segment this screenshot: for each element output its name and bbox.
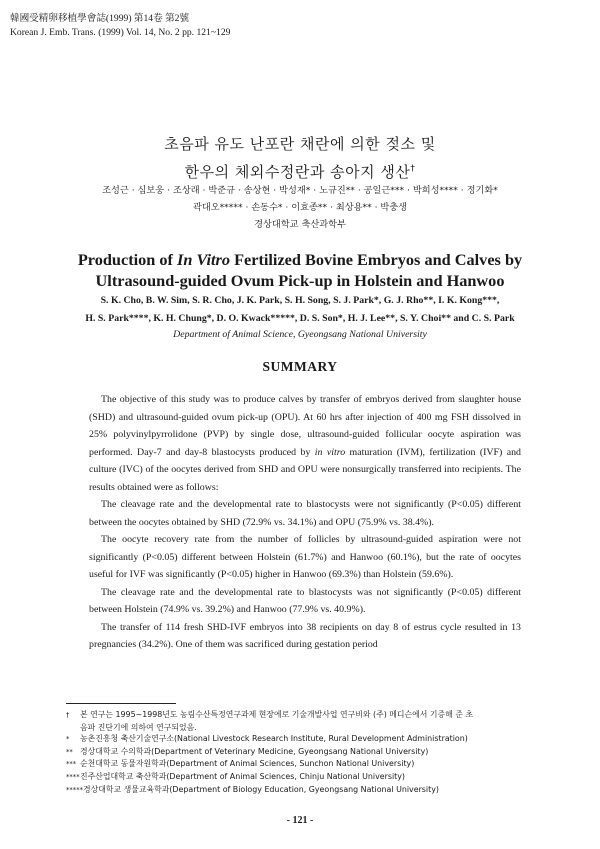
korean-authors-line2: 곽대오***** · 손동수* · 이효종** · 최상용** · 박충생 (192, 202, 408, 213)
summary-paragraph-5: The transfer of 114 fresh SHD-IVF embryos into 38 recipients on day 8 of estrus cycle resulted in 13 pregnancies (34.2%). One of them was sacrificed during gestation period (89, 621, 521, 650)
footnote: ****진주산업대학교 축산학과(Department of Animal Sciences, Chinju National University) (66, 771, 406, 781)
summary-paragraph-2: The cleavage rate and the developmental rate to blastocysts were not significantly (P<0.05) different between the oocytes obtained by SHD (72.9% vs. 34.1%) and OPU (75.9% vs. 38.4%). (89, 499, 521, 528)
department-affiliation: Department of Animal Science, Gyeongsang National University (173, 329, 427, 340)
english-title-line1: Production of In Vitro Fertilized Bovine Embryos and Calves by (77, 250, 523, 269)
summary-body (89, 391, 521, 654)
footnotes (66, 709, 536, 796)
korean-title (0, 132, 600, 185)
journal-header (10, 12, 230, 39)
footnote: *** 순천대학교 동물자원학과(Department of Animal Sciences, Sunchon National University) (66, 759, 415, 769)
english-authors-line1: S. K. Cho, B. W. Sim, S. R. Cho, J. K. Park, S. H. Song, S. J. Park*, G. J. Rho**, I. K. Kong***, (100, 295, 500, 306)
english-authors (0, 292, 600, 328)
summary-paragraph-1: The objective of this study was to produce calves by transfer of embryos derived from slaughter house (SHD) and ultrasound-guided ovum pick-up (OPU). At 60 hrs after injection of 400 mg FSH dissolved in 25% polyvinylpyrrolidone (PVP) by single dose, ultrasound-guided follicular oocyte aspiration was performed. Day-7 and day-8 blastocysts produced by in vitro maturation (IVM), fertilization (IVF) and culture (IVC) of the oocytes derived from SHD and OPU were nonsurgically transferred into recipients. The results obtained were as follows: (89, 394, 521, 493)
page-number: - 121 - (286, 815, 314, 826)
english-title (0, 249, 600, 291)
korean-title-line1: 초음파 유도 난포란 채란에 의한 젖소 및 (164, 135, 436, 153)
footnote: † 본 연구는 1995~1998년도 농림수산특정연구과제 현장에로 기술개발사업 연구비와 (주) 메디슨에서 기증해 준 초 (66, 710, 474, 719)
title-footnote-mark: † (410, 164, 416, 174)
summary-paragraph-3: The oocyte recovery rate from the number of follicles by ultrasound-guided aspiration were not significantly (P<0.05) different between Holstein (61.7%) and Hanwoo (60.1%), but the rate of oocytes useful for IVF was significantly (P<0.05) higher in Hanwoo (69.3%) than Holstein (59.6%). (89, 534, 521, 580)
summary-heading: SUMMARY (262, 359, 338, 374)
footnote: *****경상대학교 생물교육학과(Department of Biology Education, Gyeongsang National University) (66, 784, 439, 794)
footnote: * 농촌진흥청 축산기술연구소(National Livestock Research Institute, Rural Development Administration) (66, 734, 468, 744)
korean-title-line2: 한우의 체외수정란과 송아지 생산† (184, 163, 416, 181)
journal-citation-english: Korean J. Emb. Trans. (1999) Vol. 14, No. 2 pp. 121~129 (10, 26, 231, 38)
english-authors-line2: H. S. Park****, K. H. Chung*, D. O. Kwack*****, D. S. Son*, H. J. Lee**, S. Y. Choi** and C. S. Park (85, 313, 515, 324)
journal-citation-korean: 韓國受精卵移植學會誌(1999) 第14卷 第2號 (10, 13, 190, 24)
summary-paragraph-4: The cleavage rate and the developmental rate to blastocysts was not significantly (P<0.05) different between Holstein (74.9% vs. 39.2%) and Hanwoo (77.9% vs. 40.9%). (89, 586, 521, 615)
footnote: 음파 진단기에 의하여 연구되었음. (80, 722, 197, 732)
footnote-divider (66, 703, 176, 704)
footnote: ** 경상대학교 수의학과(Department of Veterinary Medicine, Gyeongsang National University) (66, 746, 429, 756)
korean-authors-line1: 조성근 · 심보웅 · 조상래 · 박준규 · 송상현 · 박성재* · 노규진** · 공일근*** · 박희성**** · 정기화* (102, 185, 498, 196)
korean-affiliation: 경상대학교 축산과학부 (254, 219, 346, 230)
korean-authors (0, 182, 600, 233)
english-title-line2: Ultrasound-guided Ovum Pick-up in Holstein and Hanwoo (95, 271, 505, 290)
